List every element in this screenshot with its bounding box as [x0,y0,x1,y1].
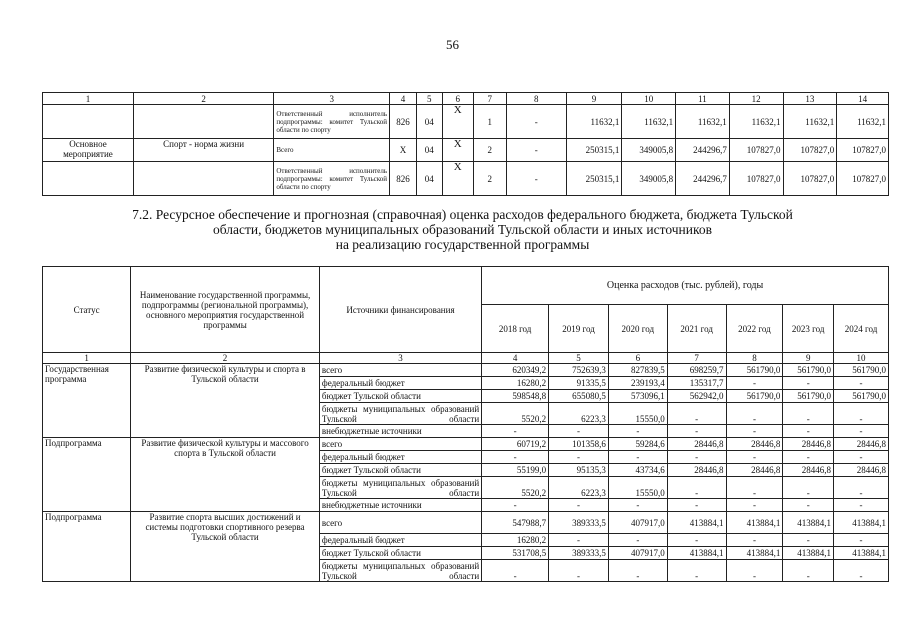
table-row [43,364,889,377]
col-header-1: 1 [43,93,134,105]
col-number: 2 [131,353,320,364]
col-number: 1 [43,353,131,364]
amount-cell: - [834,403,889,425]
amount-cell: - [549,534,609,547]
cell-col2 [133,162,273,196]
amount-cell: 413884,1 [667,547,726,560]
cell-col8: - [506,162,566,196]
cell-col1 [43,105,134,139]
amount-cell: - [726,560,783,582]
cell-col13: 107827,0 [783,139,837,162]
amount-cell: 389333,5 [549,512,609,534]
table-row [43,105,889,139]
amount-cell: - [482,451,549,464]
col-header-3: 3 [274,93,390,105]
row-status: Подпрограмма [43,438,131,512]
amount-cell: - [726,403,783,425]
expenditure-table [42,92,889,196]
row-program-name: Развитие спорта высших достижений и системы подготовки спортивного резерва Тульской области [131,512,320,582]
cell-col12: 107827,0 [729,162,783,196]
amount-cell: - [834,477,889,499]
amount-cell: 5520,2 [482,477,549,499]
amount-cell: - [608,499,667,512]
amount-cell: 413884,1 [834,512,889,534]
year-header: 2022 год [726,305,783,353]
amount-cell: - [667,499,726,512]
heading-line-2: области, бюджетов муниципальных образований Тульской области и иных источников [213,222,712,237]
amount-cell: - [834,560,889,582]
header-name: Наименование государственной программы, подпрограммы (региональной программы), основного мероприятия государственной программы [131,267,320,353]
amount-cell: 413884,1 [726,512,783,534]
amount-cell: 547988,7 [482,512,549,534]
amount-cell: - [726,477,783,499]
amount-cell: - [608,560,667,582]
cell-col7: 2 [473,162,506,196]
col-number: 5 [549,353,609,364]
amount-cell: - [783,403,834,425]
amount-cell: 239193,4 [608,377,667,390]
cell-col14: 107827,0 [837,139,889,162]
cell-col1: Основное мероприятие [43,139,134,162]
funding-source: всего [319,438,481,451]
amount-cell: 827839,5 [608,364,667,377]
amount-cell: 28446,8 [726,438,783,451]
table-row [43,438,889,451]
amount-cell: 407917,0 [608,547,667,560]
cell-col14: 11632,1 [837,105,889,139]
resource-table [42,266,889,582]
amount-cell: - [667,560,726,582]
amount-cell: - [667,534,726,547]
amount-cell: - [783,560,834,582]
amount-cell: - [783,534,834,547]
col-header-13: 13 [783,93,837,105]
amount-cell: 15550,0 [608,477,667,499]
cell-col1 [43,162,134,196]
col-header-5: 5 [416,93,442,105]
table-row [43,139,889,162]
amount-cell: - [783,451,834,464]
amount-cell: 95135,3 [549,464,609,477]
amount-cell: 101358,6 [549,438,609,451]
amount-cell: - [482,499,549,512]
header-sources: Источники финансирования [319,267,481,353]
amount-cell: 28446,8 [667,464,726,477]
funding-source: внебюджетные источники [319,425,481,438]
cell-col5: 04 [416,162,442,196]
col-header-2: 2 [133,93,273,105]
amount-cell: 16280,2 [482,534,549,547]
cell-col6: X [442,162,473,196]
amount-cell: 561790,0 [726,390,783,403]
cell-col11: 11632,1 [676,105,730,139]
col-header-8: 8 [506,93,566,105]
col-number: 6 [608,353,667,364]
amount-cell: 413884,1 [834,547,889,560]
amount-cell: 413884,1 [667,512,726,534]
cell-col9: 11632,1 [566,105,622,139]
col-header-4: 4 [390,93,417,105]
row-program-name: Развитие физической культуры и спорта в Тульской области [131,364,320,438]
amount-cell: 598548,8 [482,390,549,403]
heading-line-1: 7.2. Ресурсное обеспечение и прогнозная (справочная) оценка расходов федерального бюджета, бюджета Тульской [132,207,793,222]
cell-col7: 1 [473,105,506,139]
row-status: Подпрограмма [43,512,131,582]
amount-cell: 43734,6 [608,464,667,477]
amount-cell: 413884,1 [783,547,834,560]
cell-col10: 349005,8 [622,139,676,162]
amount-cell: - [549,451,609,464]
year-header: 2024 год [834,305,889,353]
amount-cell: - [783,499,834,512]
cell-col4: 826 [390,105,417,139]
cell-col12: 11632,1 [729,105,783,139]
funding-source: всего [319,364,481,377]
funding-source: бюджет Тульской области [319,547,481,560]
cell-col9: 250315,1 [566,139,622,162]
cell-col2 [133,105,273,139]
year-header: 2020 год [608,305,667,353]
amount-cell: 28446,8 [667,438,726,451]
amount-cell: - [726,499,783,512]
funding-source: бюджет Тульской области [319,390,481,403]
amount-cell: 60719,2 [482,438,549,451]
funding-source: федеральный бюджет [319,534,481,547]
amount-cell: - [834,499,889,512]
year-header: 2019 год [549,305,609,353]
year-header: 2021 год [667,305,726,353]
cell-col6: X [442,139,473,162]
amount-cell: - [608,534,667,547]
table-row [43,512,889,534]
amount-cell: 28446,8 [783,438,834,451]
col-number: 10 [834,353,889,364]
amount-cell: 407917,0 [608,512,667,534]
amount-cell: 561790,0 [834,390,889,403]
amount-cell: - [834,425,889,438]
cell-col11: 244296,7 [676,162,730,196]
amount-cell: - [726,451,783,464]
funding-source: федеральный бюджет [319,377,481,390]
cell-col4: X [390,139,417,162]
cell-col8: - [506,139,566,162]
amount-cell: - [783,425,834,438]
amount-cell: - [608,425,667,438]
col-number: 9 [783,353,834,364]
cell-col13: 11632,1 [783,105,837,139]
funding-source: федеральный бюджет [319,451,481,464]
col-header-11: 11 [676,93,730,105]
cell-col10: 349005,8 [622,162,676,196]
amount-cell: - [726,534,783,547]
funding-source: всего [319,512,481,534]
amount-cell: - [549,499,609,512]
amount-cell: 28446,8 [834,438,889,451]
cell-col9: 250315,1 [566,162,622,196]
amount-cell: 135317,7 [667,377,726,390]
col-header-14: 14 [837,93,889,105]
year-header: 2018 год [482,305,549,353]
amount-cell: - [834,534,889,547]
cell-col3: Всего [274,139,390,162]
amount-cell: 6223,3 [549,477,609,499]
amount-cell: 655080,5 [549,390,609,403]
amount-cell: - [667,403,726,425]
heading-line-3: на реализацию государственной программы [335,237,590,252]
funding-source: внебюджетные источники [319,499,481,512]
row-program-name: Развитие физической культуры и массового спорта в Тульской области [131,438,320,512]
amount-cell: 620349,2 [482,364,549,377]
amount-cell: - [667,477,726,499]
amount-cell: - [608,451,667,464]
cell-col3: Ответственный исполнитель подпрограммы: комитет Тульской области по спорту [274,162,390,196]
amount-cell: 28446,8 [834,464,889,477]
funding-source: бюджет Тульской области [319,464,481,477]
cell-col6: X [442,105,473,139]
amount-cell: 752639,3 [549,364,609,377]
amount-cell: 562942,0 [667,390,726,403]
amount-cell: 55199,0 [482,464,549,477]
amount-cell: - [482,560,549,582]
cell-col5: 04 [416,139,442,162]
cell-col12: 107827,0 [729,139,783,162]
amount-cell: 561790,0 [726,364,783,377]
amount-cell: 16280,2 [482,377,549,390]
section-heading [45,207,880,252]
col-header-12: 12 [729,93,783,105]
amount-cell: 561790,0 [783,364,834,377]
amount-cell: - [726,425,783,438]
amount-cell: - [834,377,889,390]
amount-cell: - [482,425,549,438]
cell-col4: 826 [390,162,417,196]
amount-cell: 413884,1 [726,547,783,560]
amount-cell: 28446,8 [783,464,834,477]
amount-cell: 5520,2 [482,403,549,425]
row-status: Государственная программа [43,364,131,438]
funding-source: бюджеты муниципальных образований Тульской области [319,403,481,425]
cell-col7: 2 [473,139,506,162]
amount-cell: 561790,0 [783,390,834,403]
funding-source: бюджеты муниципальных образований Тульской области [319,477,481,499]
amount-cell: 698259,7 [667,364,726,377]
amount-cell: - [783,477,834,499]
col-number: 4 [482,353,549,364]
cell-col5: 04 [416,105,442,139]
col-header-10: 10 [622,93,676,105]
amount-cell: 15550,0 [608,403,667,425]
amount-cell: - [667,451,726,464]
amount-cell: 6223,3 [549,403,609,425]
header-status: Статус [43,267,131,353]
cell-col11: 244296,7 [676,139,730,162]
cell-col13: 107827,0 [783,162,837,196]
cell-col3: Ответственный исполнитель подпрограммы: комитет Тульской области по спорту [274,105,390,139]
header-estimate: Оценка расходов (тыс. рублей), годы [482,267,889,305]
amount-cell: - [783,377,834,390]
cell-col10: 11632,1 [622,105,676,139]
page-number: 56 [446,37,459,52]
col-number: 8 [726,353,783,364]
amount-cell: 59284,6 [608,438,667,451]
amount-cell: - [834,451,889,464]
amount-cell: - [726,377,783,390]
amount-cell: 389333,5 [549,547,609,560]
amount-cell: 561790,0 [834,364,889,377]
amount-cell: - [667,425,726,438]
year-header: 2023 год [783,305,834,353]
cell-col14: 107827,0 [837,162,889,196]
col-number: 3 [319,353,481,364]
col-header-6: 6 [442,93,473,105]
amount-cell: 91335,5 [549,377,609,390]
funding-source: бюджеты муниципальных образований Тульской области [319,560,481,582]
col-header-9: 9 [566,93,622,105]
cell-col2: Спорт - норма жизни [133,139,273,162]
amount-cell: 573096,1 [608,390,667,403]
amount-cell: 413884,1 [783,512,834,534]
cell-col8: - [506,105,566,139]
col-number: 7 [667,353,726,364]
amount-cell: 531708,5 [482,547,549,560]
amount-cell: - [549,560,609,582]
amount-cell: 28446,8 [726,464,783,477]
col-header-7: 7 [473,93,506,105]
table-row [43,162,889,196]
amount-cell: - [549,425,609,438]
